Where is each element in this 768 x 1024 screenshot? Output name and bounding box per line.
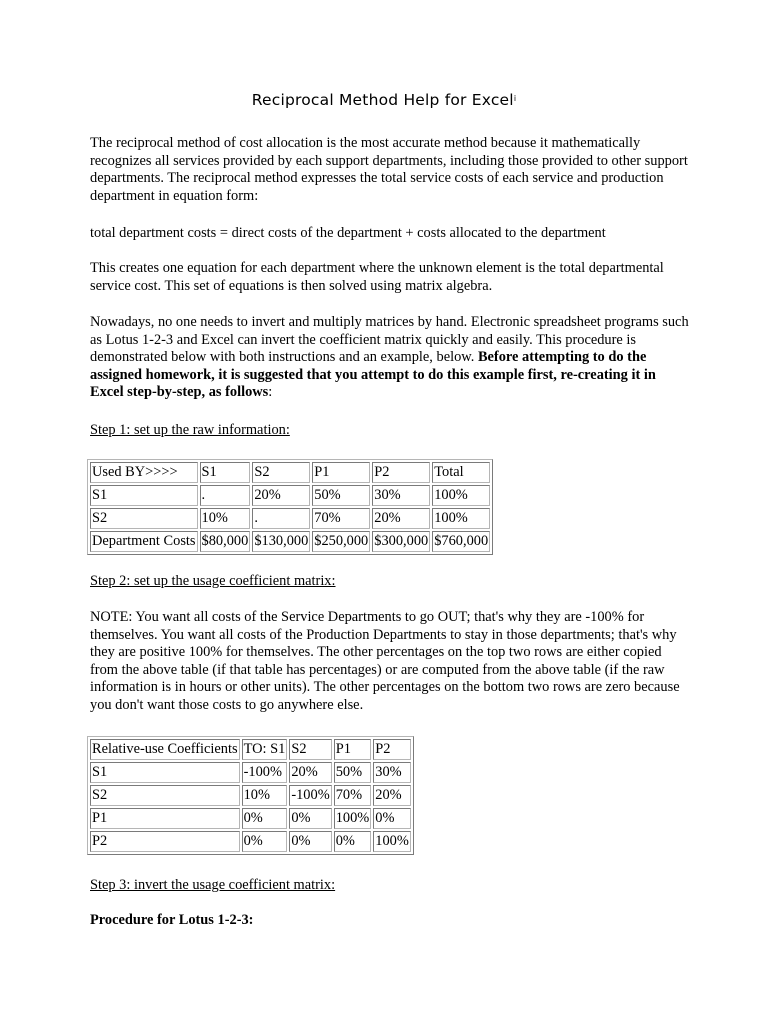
table-cell: 0% bbox=[373, 808, 411, 829]
table-cell: 20% bbox=[252, 485, 310, 506]
table-cell: 50% bbox=[312, 485, 370, 506]
table-cell: -100% bbox=[242, 762, 288, 783]
table-cell: S1 bbox=[90, 485, 198, 506]
table-cell: 0% bbox=[289, 831, 331, 852]
table-cell: S1 bbox=[90, 762, 240, 783]
table-cell: 0% bbox=[289, 808, 331, 829]
table-header-cell: P2 bbox=[373, 739, 411, 760]
procedure-heading bbox=[90, 912, 690, 930]
table-row bbox=[90, 785, 411, 806]
table-header-cell: Relative-use Coefficients bbox=[90, 739, 240, 760]
table-cell: 10% bbox=[200, 508, 251, 529]
table-cell: Department Costs bbox=[90, 531, 198, 552]
table-cell: S2 bbox=[90, 785, 240, 806]
table-cell: . bbox=[252, 508, 310, 529]
table-cell: 70% bbox=[334, 785, 372, 806]
table-cell: 0% bbox=[242, 831, 288, 852]
title-footnote-mark: i bbox=[513, 94, 517, 103]
table-cell: $300,000 bbox=[372, 531, 430, 552]
table-cell: 50% bbox=[334, 762, 372, 783]
table-header-cell: TO: S1 bbox=[242, 739, 288, 760]
table-cell: P1 bbox=[90, 808, 240, 829]
table-cell: 20% bbox=[373, 785, 411, 806]
table-cell: $130,000 bbox=[252, 531, 310, 552]
table-cell: 100% bbox=[373, 831, 411, 852]
table-cell: 70% bbox=[312, 508, 370, 529]
homework-advice: Before attempting to do the assigned homework, it is suggested that you attempt to do this example first, re-creating it in Excel step-by-step, as follows bbox=[90, 349, 656, 401]
table-header-cell: Used BY>>>> bbox=[90, 462, 198, 483]
table-row bbox=[90, 808, 411, 829]
raw-information-table bbox=[87, 459, 493, 555]
table-cell: 100% bbox=[334, 808, 372, 829]
table-cell: $760,000 bbox=[432, 531, 490, 552]
table-cell: P2 bbox=[90, 831, 240, 852]
step2-note: NOTE: You want all costs of the Service Departments to go OUT; that's why they are -100% for themselves. You want all costs of the Production Departments to stay in those departments; that's why they are positive 100% for themselves. The other percentages on the top two rows are either copied from the above table (if that table has percentages) or are computed from the above table (if the raw information is in hours or other units). The other percentages on the bottom two rows are zero because you don't want those costs to go anywhere else. bbox=[90, 609, 680, 713]
table-cell: 30% bbox=[373, 762, 411, 783]
table-cell: 30% bbox=[372, 485, 430, 506]
table-cell: 100% bbox=[432, 508, 490, 529]
table-header-cell: P2 bbox=[372, 462, 430, 483]
table-row bbox=[90, 831, 411, 852]
step3-heading: Step 3: invert the usage coefficient matrix: bbox=[90, 877, 336, 893]
table-header-cell: S2 bbox=[252, 462, 310, 483]
table-cell: -100% bbox=[289, 785, 331, 806]
table-cell: $80,000 bbox=[200, 531, 251, 552]
table-row bbox=[90, 762, 411, 783]
table-cell: 10% bbox=[242, 785, 288, 806]
procedure-heading-text: Procedure for Lotus 1-2-3: bbox=[90, 912, 254, 928]
step2-heading: Step 2: set up the usage coefficient matrix: bbox=[90, 573, 336, 589]
nowadays-end: : bbox=[268, 384, 273, 401]
table-cell: S2 bbox=[90, 508, 198, 529]
table-header-cell: P1 bbox=[312, 462, 370, 483]
table-row bbox=[90, 531, 490, 552]
table-header-cell: Total bbox=[432, 462, 490, 483]
table-cell: $250,000 bbox=[312, 531, 370, 552]
title-text: Reciprocal Method Help for Excel bbox=[251, 91, 514, 109]
table-cell: 100% bbox=[432, 485, 490, 506]
table-row bbox=[90, 508, 490, 529]
equation-line: total department costs = direct costs of the department + costs allocated to the department bbox=[90, 225, 606, 241]
usage-coefficient-table bbox=[87, 736, 414, 855]
page-title bbox=[0, 92, 768, 110]
table-cell: 20% bbox=[289, 762, 331, 783]
nowadays-text: Nowadays, no one needs to invert and multiply matrices by hand. Electronic spreadsheet programs such as Lotus 1-2-3 and Excel can invert the coefficient matrix quickly and easily. This procedure is demonstrated below with both instructions and an example, below. bbox=[90, 314, 689, 366]
table-row bbox=[90, 485, 490, 506]
table-row bbox=[90, 462, 490, 483]
table-row bbox=[90, 739, 411, 760]
step1-heading: Step 1: set up the raw information: bbox=[90, 422, 290, 438]
table-cell: 0% bbox=[334, 831, 372, 852]
table-header-cell: P1 bbox=[334, 739, 372, 760]
table-cell: 20% bbox=[372, 508, 430, 529]
table-cell: 0% bbox=[242, 808, 288, 829]
intro-paragraph: The reciprocal method of cost allocation is the most accurate method because it mathematically recognizes all services provided by each support departments, including those provided to other support departments. The reciprocal method expresses the total service costs of each service and production department in equation form: bbox=[90, 135, 688, 204]
table-header-cell: S1 bbox=[200, 462, 251, 483]
table-header-cell: S2 bbox=[289, 739, 331, 760]
table-cell: . bbox=[200, 485, 251, 506]
equation-explanation: This creates one equation for each department where the unknown element is the total departmental service cost. This set of equations is then solved using matrix algebra. bbox=[90, 260, 664, 294]
nowadays-paragraph bbox=[90, 314, 690, 402]
